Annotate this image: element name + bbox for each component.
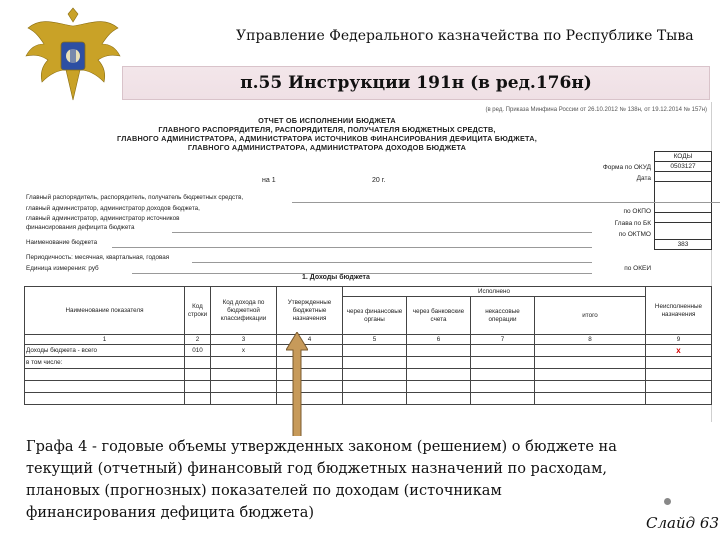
form-title-line: ГЛАВНОГО РАСПОРЯДИТЕЛЯ, РАСПОРЯДИТЕЛЯ, ПОЛУЧАТЕЛЯ БЮДЖЕТНЫХ СРЕДСТВ,: [158, 125, 496, 134]
row-income-total-code: 010: [185, 345, 211, 357]
table-cell: [211, 381, 277, 393]
form-title-line: ГЛАВНОГО АДМИНИСТРАТОРА, АДМИНИСТРАТОРА ИСТОЧНИКОВ ФИНАНСИРОВАНИЯ ДЕФИЦИТА БЮДЖЕТА,: [117, 134, 537, 143]
table-cell: [471, 357, 535, 369]
field-label: главный администратор, администратор доходов бюджета,: [26, 205, 200, 212]
label-okpo: по ОКПО: [623, 208, 651, 215]
col-number: 8: [535, 335, 646, 345]
code-okud: 0503127: [655, 161, 712, 172]
table-cell: [185, 393, 211, 405]
table-cell: [407, 345, 471, 357]
table-cell: [25, 381, 185, 393]
label-glava: Глава по БК: [614, 220, 651, 227]
col-number: 3: [211, 335, 277, 345]
field-label: Наименование бюджета: [26, 239, 98, 246]
table-cell: [535, 369, 646, 381]
treasury-emblem-logo: [18, 4, 128, 114]
income-table: [24, 286, 712, 405]
col-header-executed: Исполнено: [343, 287, 646, 297]
table-cell: [646, 357, 712, 369]
table-cell: [646, 369, 712, 381]
table-cell: [343, 393, 407, 405]
field-underline: [292, 202, 720, 203]
table-cell: [185, 369, 211, 381]
col-header-approved: Утвержденные бюджетные назначения: [277, 287, 343, 335]
table-cell: [407, 393, 471, 405]
banner-title: п.55 Инструкции 191н (в ред.176н): [240, 73, 592, 93]
codes-column: [654, 162, 712, 250]
col-number: 1: [25, 335, 185, 345]
form-title: [92, 116, 562, 152]
table-cell: [535, 357, 646, 369]
table-cell: [343, 345, 407, 357]
field-underline: [192, 262, 592, 263]
field-label: Главный распорядитель, распорядитель, получатель бюджетных средств,: [26, 194, 244, 201]
table-cell: [211, 393, 277, 405]
code-okpo: [655, 181, 712, 203]
table-cell: [343, 357, 407, 369]
column-4-explanation: Графа 4 - годовые объемы утвержденных законом (решением) о бюджете на текущий (отчетный) финансовый год бюджетных назначений по расходам, плановых (прогнозных) показателей по доходам (источникам финансирования дефицита бюджета): [26, 436, 636, 526]
field-underline: [112, 247, 592, 248]
table-cell: [646, 381, 712, 393]
table-cell: [471, 393, 535, 405]
label-date: Дата: [636, 175, 651, 182]
table-cell: [185, 381, 211, 393]
table-cell: [343, 381, 407, 393]
field-label: Периодичность: месячная, квартальная, годовая: [26, 254, 170, 261]
table-cell: [535, 393, 646, 405]
col-header-total: итого: [535, 297, 646, 335]
col-number: 9: [646, 335, 712, 345]
date-on-label: на 1: [262, 177, 276, 184]
table-cell: [407, 357, 471, 369]
col-header-bank-accounts: через банковские счета: [407, 297, 471, 335]
label-oktmo: по ОКТМО: [618, 231, 651, 238]
table-cell: [407, 381, 471, 393]
col-number: 4: [277, 335, 343, 345]
col-header-name: Наименование показателя: [25, 287, 185, 335]
section-title-income: 1. Доходы бюджета: [302, 274, 370, 281]
row-income-total-kbk: x: [211, 345, 277, 357]
table-cell: [646, 393, 712, 405]
field-label: финансирования дефицита бюджета: [26, 224, 135, 231]
col-header-unexecuted: Неисполненные назначения: [646, 287, 712, 335]
slide-banner: [122, 66, 710, 100]
organization-title: Управление Федерального казначейства по Республике Тыва: [236, 28, 694, 44]
field-underline: [172, 232, 592, 233]
table-cell: [343, 369, 407, 381]
table-cell: [535, 345, 646, 357]
col-header-line-code: Код строки: [185, 287, 211, 335]
label-okei: по ОКЕИ: [624, 265, 651, 272]
table-cell: [471, 381, 535, 393]
table-cell: [471, 345, 535, 357]
year-label: 20 г.: [372, 177, 386, 184]
slide-number: Слайд 63: [646, 514, 719, 532]
row-income-total-name: Доходы бюджета - всего: [25, 345, 185, 357]
table-cell: [211, 369, 277, 381]
table-cell: [25, 393, 185, 405]
row-income-total-unexecuted-mark: x: [646, 345, 712, 357]
table-cell: [211, 357, 277, 369]
col-header-noncash: некассовые операции: [471, 297, 535, 335]
field-label: главный администратор, администратор источников: [26, 215, 180, 222]
code-blank: [655, 222, 712, 240]
field-label: Единица измерения: руб: [26, 265, 99, 272]
form-title-line: ГЛАВНОГО АДМИНИСТРАТОРА, АДМИНИСТРАТОРА ДОХОДОВ БЮДЖЕТА: [187, 143, 467, 152]
table-cell: [407, 369, 471, 381]
form-revision-note: (в ред. Приказа Минфина России от 26.10.2012 № 138н, от 19.12.2014 № 157н): [485, 107, 707, 113]
code-okei: 383: [655, 239, 712, 250]
codes-header: КОДЫ: [654, 151, 712, 162]
table-cell: [185, 357, 211, 369]
up-arrow-icon: [286, 332, 308, 438]
col-number: 5: [343, 335, 407, 345]
table-cell: [535, 381, 646, 393]
col-number: 7: [471, 335, 535, 345]
table-cell: [471, 369, 535, 381]
budget-report-form: [22, 102, 712, 422]
row-including-label: в том числе:: [25, 357, 185, 369]
table-cell: [25, 369, 185, 381]
col-number: 6: [407, 335, 471, 345]
slide-dot: [664, 498, 671, 505]
label-okud: Форма по ОКУД: [602, 164, 651, 171]
col-header-kbk: Код дохода по бюджетной классификации: [211, 287, 277, 335]
col-number: 2: [185, 335, 211, 345]
form-title-line: ОТЧЕТ ОБ ИСПОЛНЕНИИ БЮДЖЕТА: [258, 116, 396, 125]
col-header-fin-organs: через финансовые органы: [343, 297, 407, 335]
